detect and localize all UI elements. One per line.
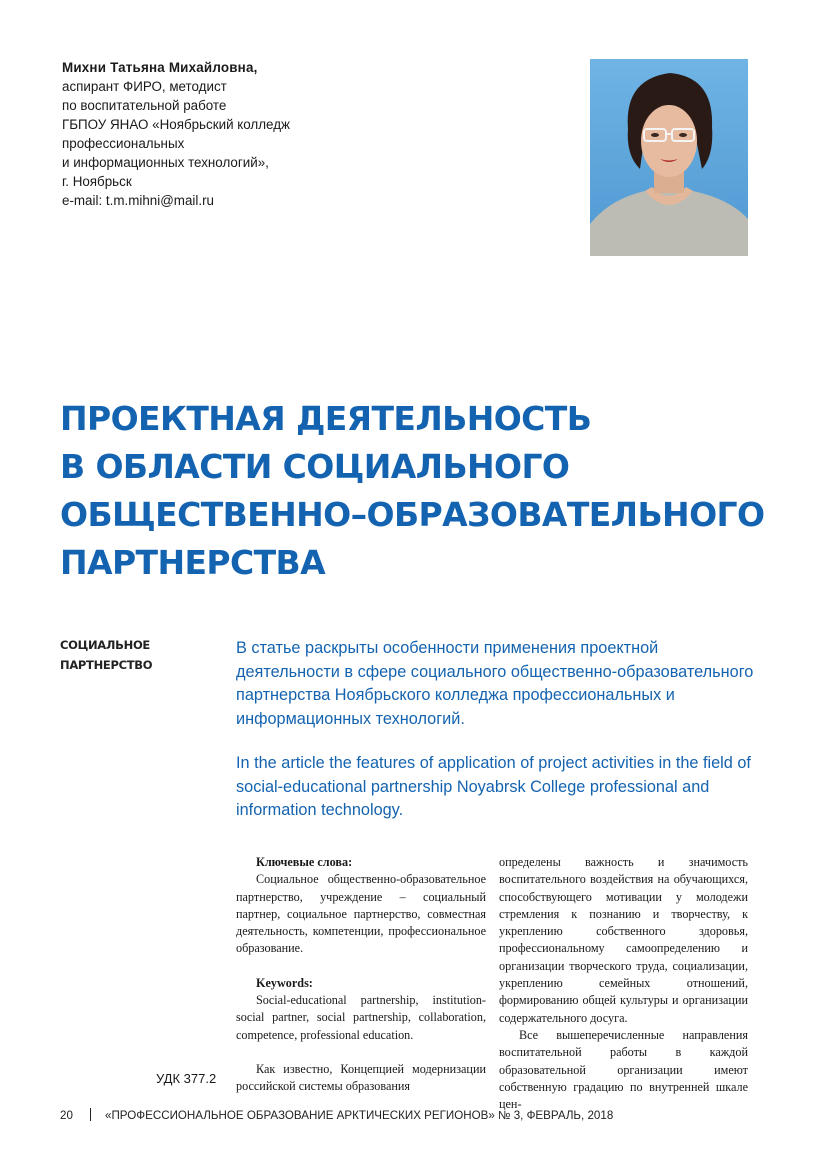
author-block [62,58,362,210]
title-line: ПРОЕКТНАЯ ДЕЯТЕЛЬНОСТЬ [60,399,592,438]
portrait-image [590,59,748,256]
rubric-line: ПАРТНЕРСТВО [60,658,153,672]
keywords-ru-label: Ключевые слова: [256,855,353,869]
journal-name: «ПРОФЕССИОНАЛЬНОЕ ОБРАЗОВАНИЕ АРКТИЧЕСКИХ РЕГИОНОВ» № 3, ФЕВРАЛЬ, 2018 [105,1109,614,1122]
author-position: аспирант ФИРО, методист [62,79,227,94]
text-column-right [499,854,748,1113]
author-organization: ГБПОУ ЯНАО «Ноябрьский колледж [62,117,290,132]
body-paragraph: Все вышеперечисленные направления воспитательной работы в каждой образовательной организации имеют собственную градацию по внутренней шкале цен- [499,1027,748,1112]
author-city: г. Ноябрьск [62,174,132,189]
keywords-en-label: Keywords: [256,975,313,990]
body-paragraph: Как известно, Концепцией модернизации российской системы образования [236,1061,486,1094]
title-line: В ОБЛАСТИ СОЦИАЛЬНОГО [60,447,570,486]
body-paragraph: определены важность и значимость воспитательного воздействия на обучающихся, способствующего мотивации у молодежи стремления к познанию и творчеству, к укреплению собственного здоровья, профессиональному самоопределению и организации творческого труда, социализации, укреплению семейных отношений, формированию общей культуры и организации содержательного досуга. [499,855,748,1025]
author-name: Михни Татьяна Михайловна, [62,60,258,75]
author-email: e-mail: t.m.mihni@mail.ru [62,193,214,208]
author-organization: профессиональных [62,136,185,151]
author-photo [590,59,748,256]
page-footer [60,1108,760,1122]
abstract-english: In the article the features of application of project activities in the field of social-educational partnership Noyabrsk College professional and information technology. [236,754,751,819]
keywords-ru-text: Социальное общественно-образовательное партнерство, учреждение – социальный партнер, социальное партнерство, совместная деятельность, компетенции, профессиональное образование. [236,872,486,956]
section-rubric [60,635,200,675]
author-organization: и информационных технологий», [62,155,269,170]
author-position: по воспитательной работе [62,98,227,113]
footer-divider [90,1108,91,1121]
text-column-left [236,854,486,1096]
udk-code: УДК 377.2 [156,1071,217,1086]
title-line: ОБЩЕСТВЕННО–ОБРАЗОВАТЕЛЬНОГО [60,495,765,534]
page-number: 20 [60,1109,73,1122]
rubric-line: СОЦИАЛЬНОЕ [60,638,150,652]
abstract-russian: В статье раскрыты особенности применения проектной деятельности в сфере социального общественно-образовательного партнерства Ноябрьского колледжа профессиональных и информационных технологий. [236,639,754,728]
title-line: ПАРТНЕРСТВА [60,543,326,582]
keywords-en-text: Social-educational partnership, institution-social partner, social partnership, collaboration, competence, professional education. [236,993,486,1042]
article-title [60,395,780,587]
